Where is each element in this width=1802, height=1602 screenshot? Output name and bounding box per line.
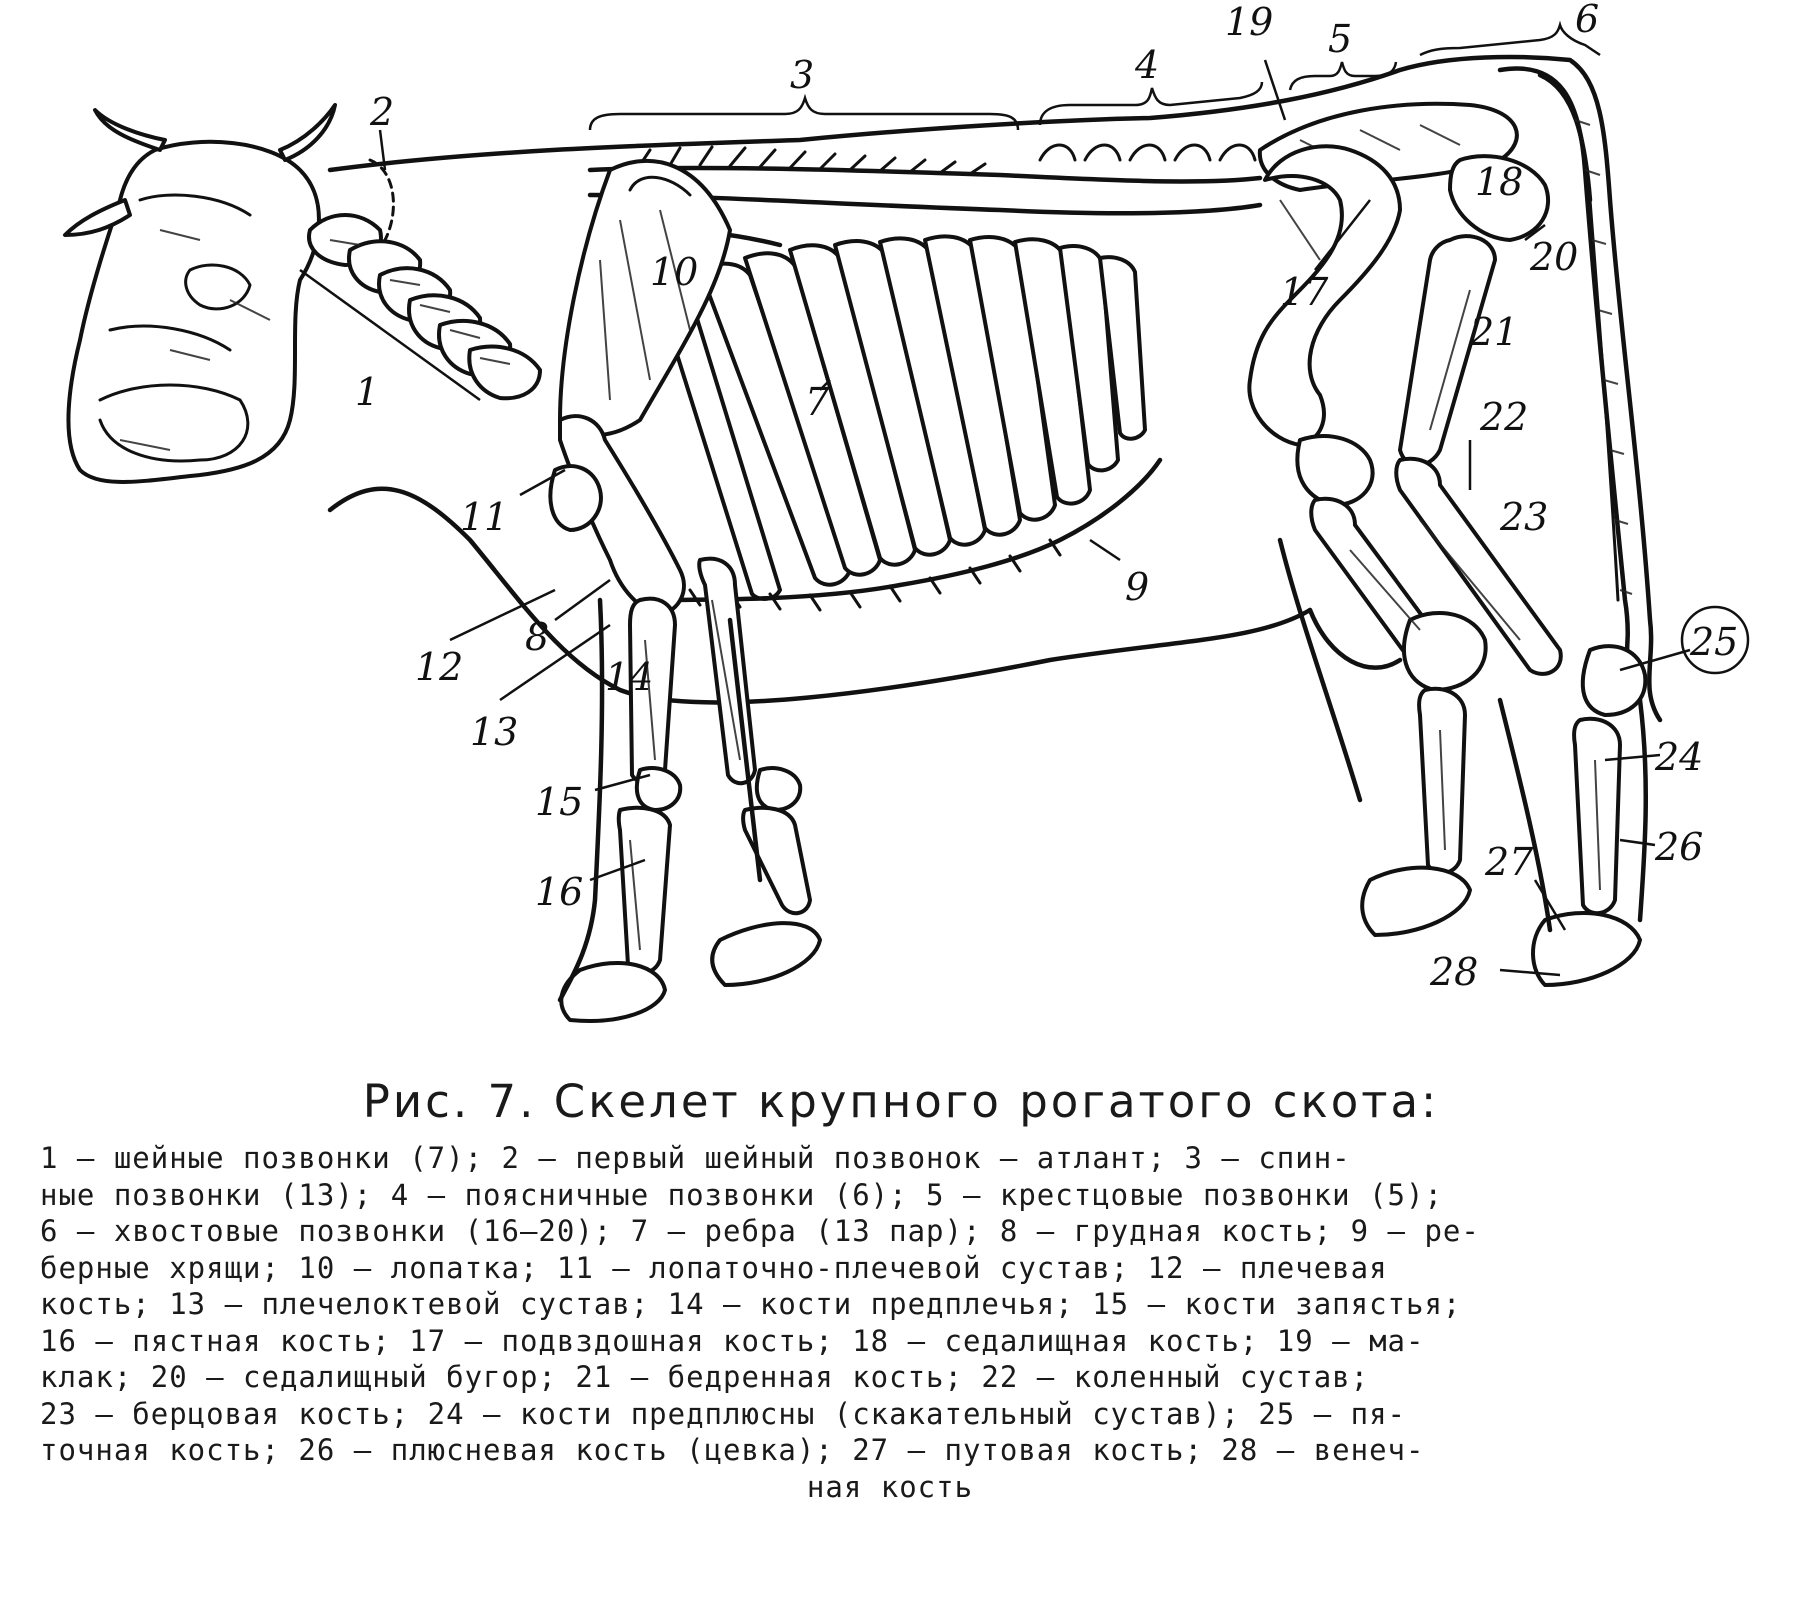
label-11: 11 <box>460 495 509 539</box>
leader-19 <box>1265 60 1285 120</box>
label-27: 27 <box>1485 840 1534 884</box>
ribs <box>640 230 1160 610</box>
label-8: 8 <box>525 615 550 659</box>
label-25: 25 <box>1690 620 1739 664</box>
legend-line: 23 — берцовая кость; 24 — кости предплюсны (скакательный сустав); 25 — пя- <box>40 1396 1407 1431</box>
legend-line: 16 — пястная кость; 17 — подвздошная кость; 18 — седалищная кость; 19 — ма- <box>40 1323 1425 1358</box>
label-24: 24 <box>1655 735 1704 779</box>
label-17: 17 <box>1280 270 1329 314</box>
legend-line: ная кость <box>806 1469 974 1504</box>
label-20: 20 <box>1530 235 1579 279</box>
label-16: 16 <box>535 870 584 914</box>
legend-line: ные позвонки (13); 4 — поясничные позвонки (6); 5 — крестцовые позвонки (5); <box>40 1177 1443 1212</box>
legend-line: 6 — хвостовые позвонки (16—20); 7 — ребра (13 пар); 8 — грудная кость; 9 — ре- <box>40 1214 1480 1248</box>
label-2: 2 <box>370 90 395 134</box>
label-3: 3 <box>790 53 815 97</box>
figure-caption-title: Рис. 7. Скелет крупного рогатого скота: <box>362 1075 1440 1128</box>
legend-line: точная кость; 26 — плюсневая кость (цевка); 27 — путовая кость; 28 — венеч- <box>40 1433 1425 1467</box>
legend-line: берные хрящи; 10 — лопатка; 11 — лопаточно-плечевой сустав; 12 — плечевая <box>40 1250 1388 1285</box>
label-10: 10 <box>650 250 699 294</box>
figure-legend <box>40 1140 1740 1505</box>
label-14: 14 <box>605 655 654 699</box>
foreleg <box>550 416 820 1021</box>
label-26: 26 <box>1655 825 1704 869</box>
label-13: 13 <box>470 710 519 754</box>
label-6: 6 <box>1575 0 1600 41</box>
skull <box>65 105 335 482</box>
label-7: 7 <box>805 380 830 424</box>
brace-6 <box>1420 25 1600 55</box>
neck-vertebrae <box>309 160 540 398</box>
label-28: 28 <box>1430 950 1479 994</box>
label-21: 21 <box>1470 310 1519 354</box>
label-15: 15 <box>535 780 584 824</box>
label-4: 4 <box>1135 43 1160 87</box>
leader-13 <box>500 625 610 700</box>
legend-line: кость; 13 — плечелоктевой сустав; 14 — кости предплечья; 15 — кости запястья; <box>40 1287 1462 1321</box>
legend-line: клак; 20 — седалищный бугор; 21 — бедренная кость; 22 — коленный сустав; <box>40 1360 1370 1394</box>
leader-26 <box>1620 840 1655 845</box>
label-1: 1 <box>355 370 380 414</box>
label-18: 18 <box>1475 160 1524 204</box>
label-12: 12 <box>415 645 464 689</box>
leader-9 <box>1090 540 1120 560</box>
label-5: 5 <box>1328 17 1353 61</box>
label-22: 22 <box>1480 395 1529 439</box>
label-19: 19 <box>1225 0 1274 44</box>
label-9: 9 <box>1125 565 1150 609</box>
legend-line: 1 — шейные позвонки (7); 2 — первый шейный позвонок — атлант; 3 — спин- <box>40 1141 1351 1175</box>
label-23: 23 <box>1500 495 1549 539</box>
